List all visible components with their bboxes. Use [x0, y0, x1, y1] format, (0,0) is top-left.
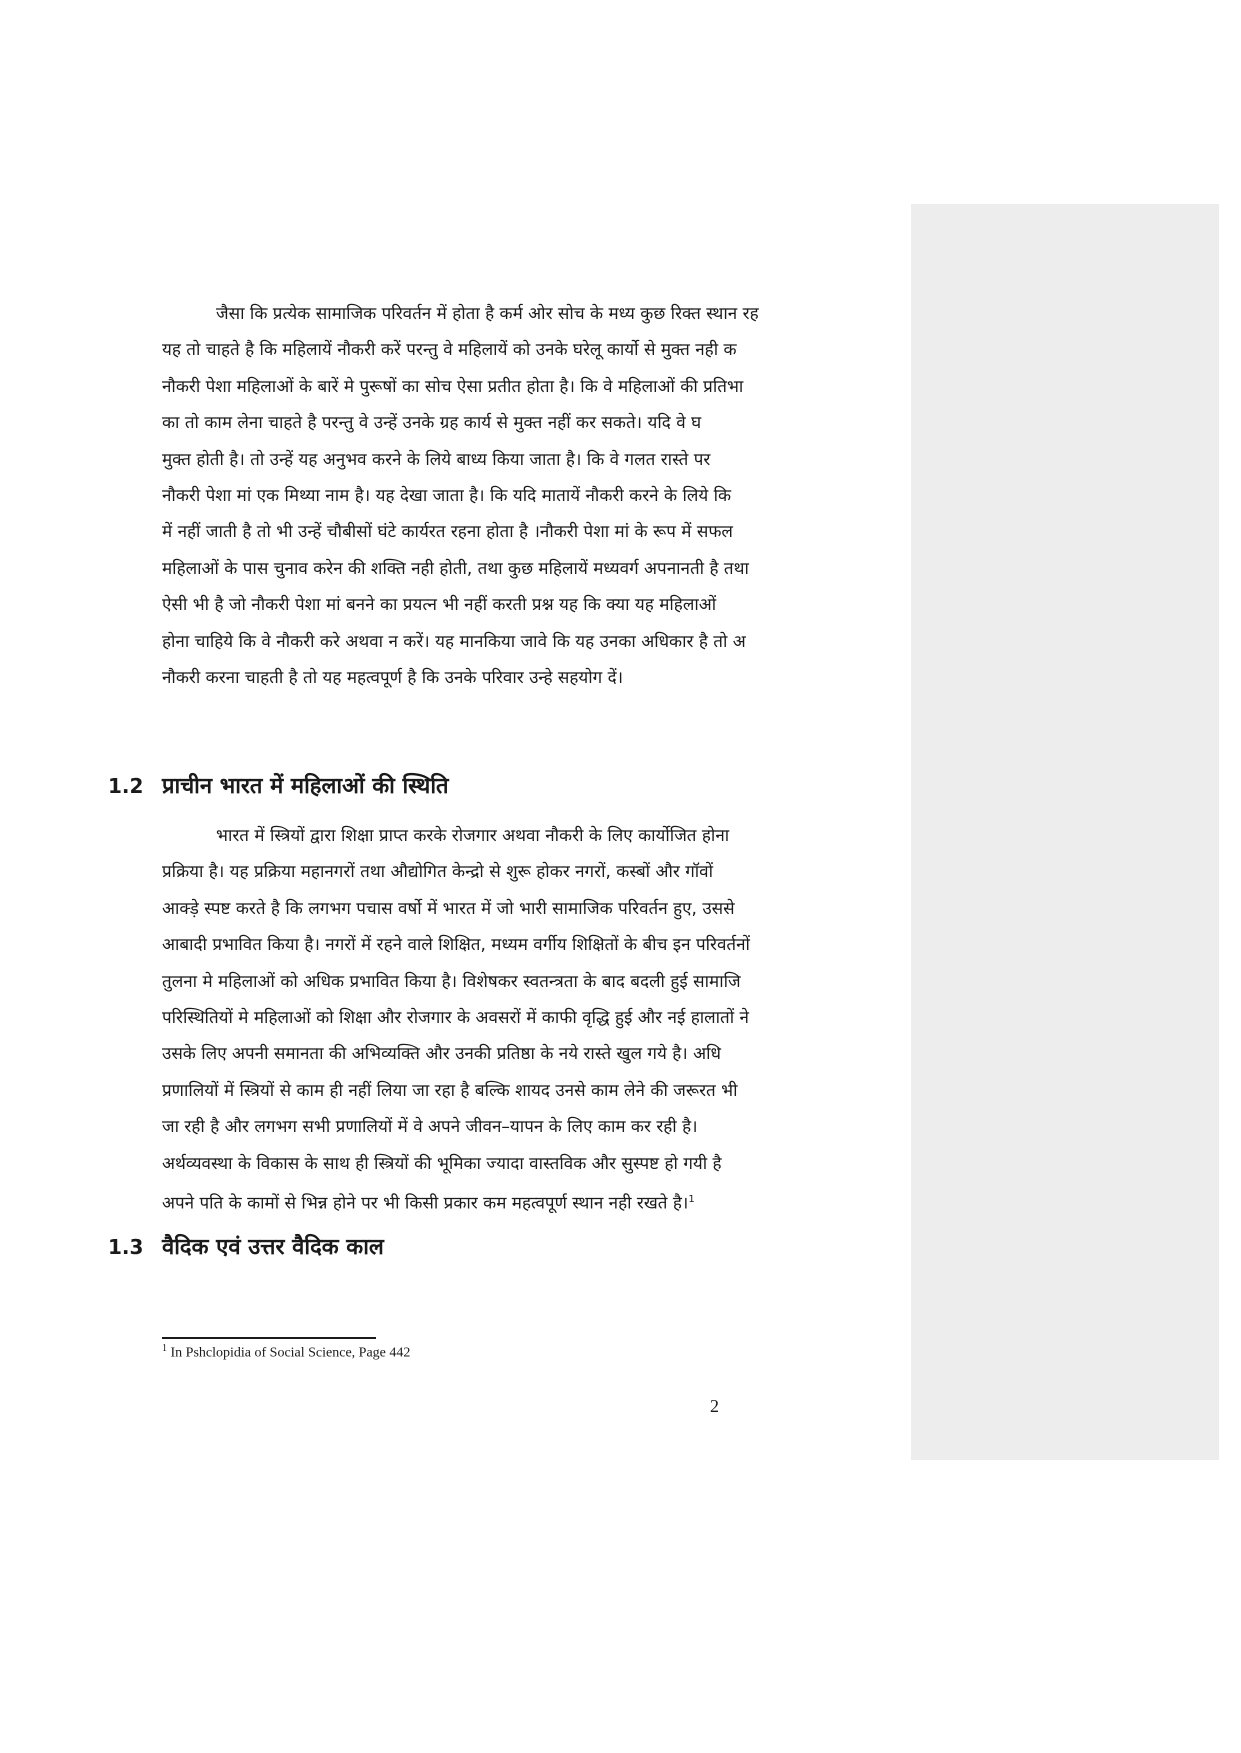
section-heading-1-2: [108, 770, 449, 800]
text-line: प्रक्रिया है। यह प्रक्रिया महानगरों तथा औद्योगित केन्द्रो से शुरू होकर नगरों, कस्बों और गॉवों: [162, 862, 714, 883]
text-line: ऐसी भी है जो नौकरी पेशा मां बनने का प्रयत्न भी नहीं करती प्रश्न यह कि क्या यह महिलाओं: [162, 595, 717, 616]
comment-pane: [911, 204, 1219, 1460]
text-line: आक्ड़े स्पष्ट करते है कि लगभग पचास वर्षो में भारत में जो भारी सामाजिक परिवर्तन हुए, उससे: [162, 898, 735, 919]
section-number: 1.3: [108, 1235, 144, 1259]
section-heading-1-3: [108, 1231, 384, 1261]
page-number: 2: [710, 1396, 719, 1416]
text-line-content: अपने पति के कामों से भिन्न होने पर भी किसी प्रकार कम महत्वपूर्ण स्थान नही रखते है।: [162, 1193, 689, 1214]
footnote-reference[interactable]: 1: [688, 1194, 695, 1206]
section-title: प्राचीन भारत में महिलाओं की स्थिति: [162, 774, 449, 799]
text-line: महिलाओं के पास चुनाव करेन की शक्ति नही होती, तथा कुछ महिलायें मध्यवर्ग अपनानती है तथा: [162, 558, 749, 579]
text-line: तुलना मे महिलाओं को अधिक प्रभावित किया है। विशेषकर स्वतन्त्रता के बाद बदली हुई सामाजि: [162, 971, 741, 992]
footnote-marker: 1: [162, 1343, 167, 1354]
text-line: जैसा कि प्रत्येक सामाजिक परिवर्तन में होता है कर्म ओर सोच के मध्य कुछ रिक्त स्थान रह: [216, 304, 759, 324]
paragraph-2: [162, 818, 908, 1222]
text-line: प्रणालियों में स्त्रियों से काम ही नहीं लिया जा रहा है बल्कि शायद उनसे काम लेने की जरूरत भी: [162, 1080, 738, 1101]
text-line: नौकरी करना चाहती है तो यह महत्वपूर्ण है कि उनके परिवार उन्हे सहयोग दें।: [162, 668, 624, 689]
section-number: 1.2: [108, 774, 144, 798]
text-line: उसके लिए अपनी समानता की अभिव्यक्ति और उनकी प्रतिष्ठा के नये रास्ते खुल गये है। अधि: [162, 1044, 721, 1065]
section-title: वैदिक एवं उत्तर वैदिक काल: [162, 1235, 384, 1260]
text-line: का तो काम लेना चाहते है परन्तु वे उन्हें उनके ग्रह कार्य से मुक्त नहीं कर सकते। यदि वे घ: [162, 413, 702, 434]
text-line: नौकरी पेशा महिलाओं के बारें मे पुरूषों का सोच ऐसा प्रतीत होता है। कि वे महिलाओं की प्रतिभा: [162, 376, 744, 397]
footnote: [162, 1343, 410, 1362]
text-line: परिस्थितियों मे महिलाओं को शिक्षा और रोजगार के अवसरों में काफी वृद्धि हुई और नई हालातों ने: [162, 1008, 749, 1029]
footnote-divider: [162, 1337, 376, 1339]
paragraph-1: [162, 296, 908, 696]
text-line: [162, 1182, 908, 1222]
text-line: भारत में स्त्रियों द्वारा शिक्षा प्राप्त करके रोजगार अथवा नौकरी के लिए कार्योजित होना: [216, 826, 730, 846]
text-line: मुक्त होती है। तो उन्हें यह अनुभव करने के लिये बाध्य किया जाता है। कि वे गलत रास्ते पर: [162, 449, 711, 470]
footnote-text: In Pshclopidia of Social Science, Page 442: [167, 1345, 411, 1361]
text-line: में नहीं जाती है तो भी उन्हें चौबीसों घंटे कार्यरत रहना होता है ।नौकरी पेशा मां के रूप में सफल: [162, 522, 733, 543]
text-line: होना चाहिये कि वे नौकरी करे अथवा न करें। यह मानकिया जावे कि यह उनका अधिकार है तो अ: [162, 631, 746, 652]
text-line: अर्थव्यवस्था के विकास के साथ ही स्त्रियों की भूमिका ज्यादा वास्तविक और सुस्पष्ट हो गयी है: [162, 1153, 722, 1174]
text-line: आबादी प्रभावित किया है। नगरों में रहने वाले शिक्षित, मध्यम वर्गीय शिक्षितों के बीच इन परिवर्तनों: [162, 935, 750, 956]
text-line: नौकरी पेशा मां एक मिथ्या नाम है। यह देखा जाता है। कि यदि मातायें नौकरी करने के लिये कि: [162, 486, 732, 507]
text-line: यह तो चाहते है कि महिलायें नौकरी करें परन्तु वे महिलायें को उनके घरेलू कार्यो से मुक्त नही क: [162, 340, 737, 361]
text-line: जा रही है और लगभग सभी प्रणालियों में वे अपने जीवन–यापन के लिए काम कर रही है।: [162, 1117, 698, 1138]
